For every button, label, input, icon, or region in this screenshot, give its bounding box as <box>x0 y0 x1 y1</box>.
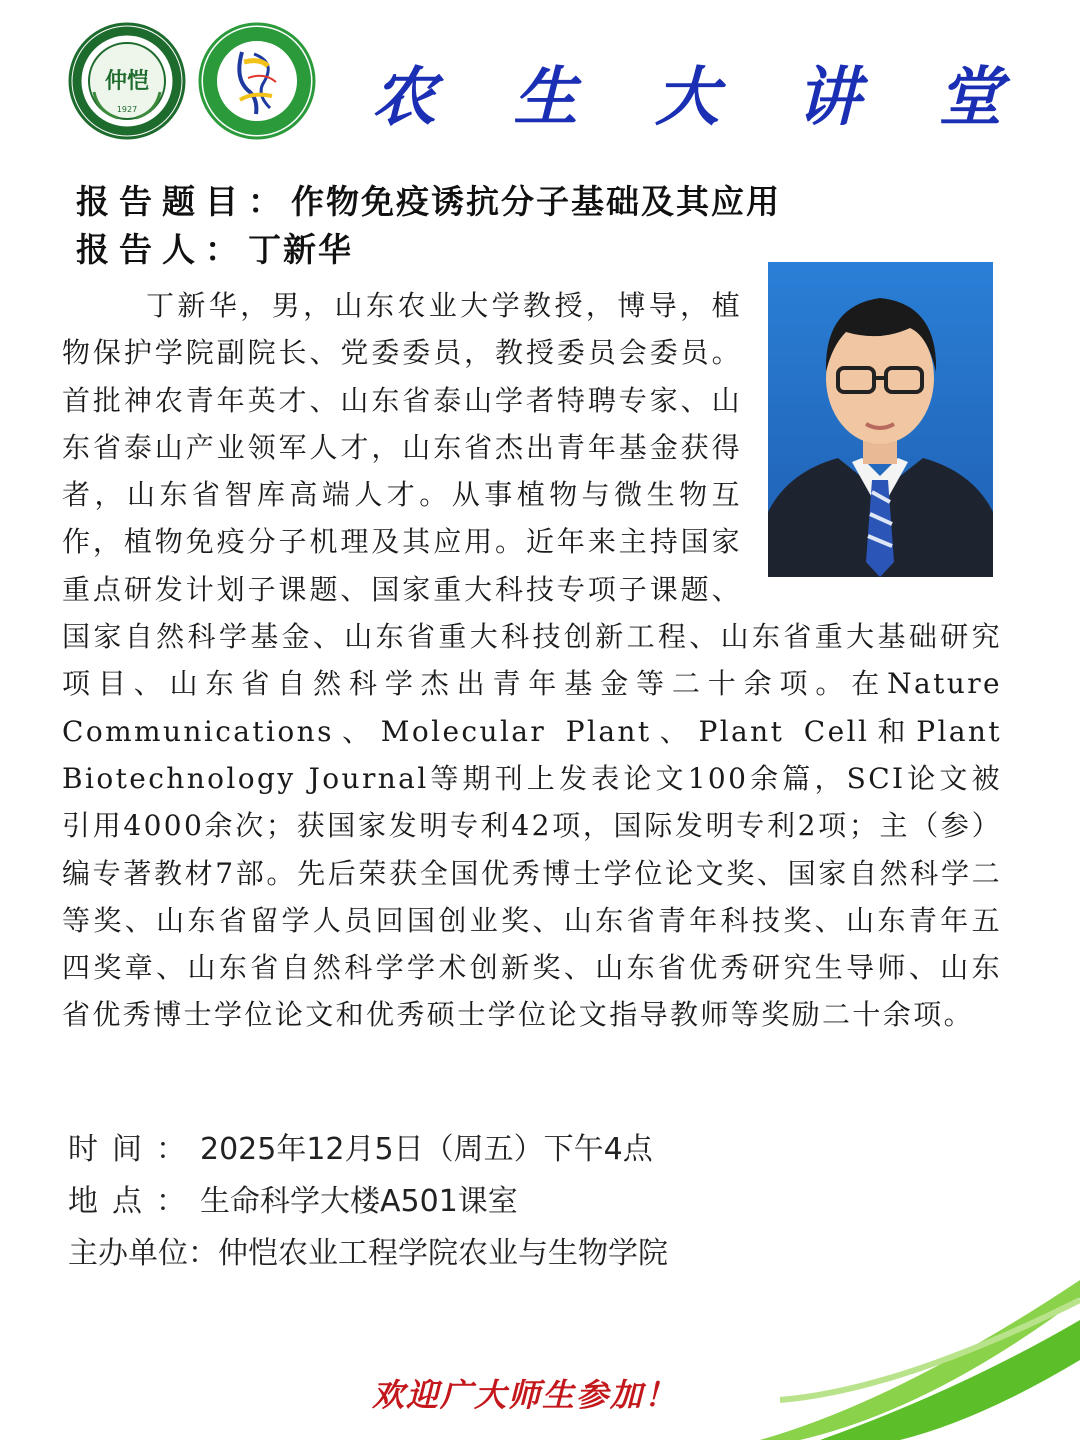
time-label: 时间： <box>68 1132 200 1167</box>
college-emblem-logo <box>198 22 316 140</box>
banner-char: 生 <box>513 61 578 135</box>
welcome-text: 欢迎广大师生参加！ <box>372 1376 679 1414</box>
host-label: 主办单位： <box>68 1236 218 1271</box>
banner-char: 堂 <box>938 61 1002 135</box>
speaker-line <box>76 224 353 271</box>
university-seal-icon <box>68 22 186 140</box>
speaker-name: 丁新华 <box>248 230 353 269</box>
banner-char: 讲 <box>796 61 861 135</box>
talk-title: 作物免疫诱抗分子基础及其应用 <box>291 182 781 221</box>
college-emblem-icon <box>198 22 316 140</box>
place-value: 生命科学大楼A501课室 <box>200 1184 518 1219</box>
host-value: 仲恺农业工程学院农业与生物学院 <box>218 1236 668 1271</box>
place-row <box>68 1176 668 1228</box>
speaker-bio <box>62 282 1002 1039</box>
talk-title-line <box>76 176 781 223</box>
time-value: 2025年12月5日（周五）下午4点 <box>200 1132 653 1167</box>
svg-text:仲恺: 仲恺 <box>104 68 150 94</box>
speaker-label: 报告人： <box>76 230 248 269</box>
banner-char: 大 <box>655 61 719 135</box>
photo-text-wrap-spacer <box>742 282 1002 612</box>
time-row <box>68 1124 668 1176</box>
place-label: 地点： <box>68 1184 200 1219</box>
bio-paragraph: 丁新华，男，山东农业大学教授，博导，植物保护学院副院长、党委委员，教授委员会委员。首批神农青年英才、山东省泰山学者特聘专家、山东省泰山产业领军人才，山东省杰出青年基金获得者，山东省智库高端人才。从事植物与微生物互作，植物免疫分子机理及其应用。近年来主持国家重点研发计划子课题、国家重大科技专项子课题、国家自然科学基金、山东省重大科技创新工程、山东省重大基础研究项目、山东省自然科学杰出青年基金等二十余项。在Nature Communications、Molecular Plant、Plant Cell和Plant Biotechnology Journal等期刊上发表论文100余篇，SCI论文被引用4000余次；获国家发明专利42项，国际发明专利2项；主（参）编专著教材7部。先后荣获全国优秀博士学位论文奖、国家自然科学二等奖、山东省留学人员回国创业奖、山东省青年科技奖、山东青年五四奖章、山东省自然科学学术创新奖、山东省优秀研究生导师、山东省优秀博士学位论文和优秀硕士学位论文指导教师等奖励二十余项。 <box>62 289 1002 1032</box>
banner-char: 农 <box>372 61 436 135</box>
event-banner-title <box>372 46 1002 138</box>
talk-title-label: 报告题目： <box>76 182 291 221</box>
svg-text:1927: 1927 <box>116 105 138 114</box>
university-seal-logo <box>68 22 186 140</box>
